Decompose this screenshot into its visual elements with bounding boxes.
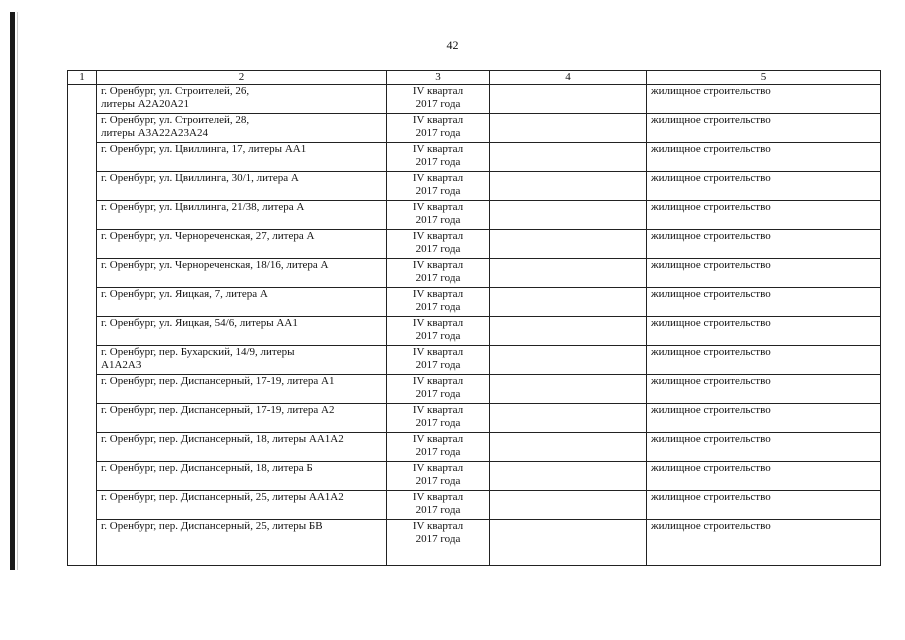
table-row xyxy=(68,85,881,114)
term-cell: IV квартал 2017 года xyxy=(387,288,490,317)
table-row xyxy=(68,114,881,143)
address-cell: г. Оренбург, пер. Диспансерный, 17-19, литера А2 xyxy=(97,404,387,433)
table-row xyxy=(68,230,881,259)
table-row xyxy=(68,317,881,346)
table-body xyxy=(68,85,881,566)
term-cell: IV квартал 2017 года xyxy=(387,491,490,520)
term-cell: IV квартал 2017 года xyxy=(387,259,490,288)
term-cell: IV квартал 2017 года xyxy=(387,143,490,172)
empty-cell xyxy=(490,491,647,520)
address-cell: г. Оренбург, ул. Цвиллинга, 30/1, литера А xyxy=(97,172,387,201)
table-row xyxy=(68,520,881,566)
empty-cell xyxy=(490,259,647,288)
table-row xyxy=(68,288,881,317)
term-cell: IV квартал 2017 года xyxy=(387,317,490,346)
purpose-cell: жилищное строительство xyxy=(647,317,881,346)
term-cell: IV квартал 2017 года xyxy=(387,404,490,433)
empty-cell xyxy=(490,375,647,404)
table-row xyxy=(68,143,881,172)
address-cell: г. Оренбург, пер. Диспансерный, 17-19, литера А1 xyxy=(97,375,387,404)
purpose-cell: жилищное строительство xyxy=(647,259,881,288)
address-cell: г. Оренбург, ул. Строителей, 28, литеры А3А22А23А24 xyxy=(97,114,387,143)
empty-cell xyxy=(490,520,647,566)
empty-cell xyxy=(490,404,647,433)
empty-cell xyxy=(490,201,647,230)
empty-cell xyxy=(490,230,647,259)
empty-cell xyxy=(490,85,647,114)
purpose-cell: жилищное строительство xyxy=(647,491,881,520)
table-row xyxy=(68,375,881,404)
header-col-4: 4 xyxy=(490,71,647,85)
page-number: 42 xyxy=(446,38,459,52)
row-number-cell xyxy=(68,85,97,566)
term-cell: IV квартал 2017 года xyxy=(387,462,490,491)
term-cell: IV квартал 2017 года xyxy=(387,375,490,404)
table-row xyxy=(68,491,881,520)
empty-cell xyxy=(490,172,647,201)
empty-cell xyxy=(490,462,647,491)
scan-edge-bar xyxy=(10,12,15,570)
term-cell: IV квартал 2017 года xyxy=(387,346,490,375)
term-cell: IV квартал 2017 года xyxy=(387,114,490,143)
scan-edge-line xyxy=(17,12,18,570)
table-row xyxy=(68,346,881,375)
empty-cell xyxy=(490,346,647,375)
address-cell: г. Оренбург, пер. Бухарский, 14/9, литеры А1А2А3 xyxy=(97,346,387,375)
purpose-cell: жилищное строительство xyxy=(647,375,881,404)
address-cell: г. Оренбург, ул. Цвиллинга, 17, литеры АА1 xyxy=(97,143,387,172)
purpose-cell: жилищное строительство xyxy=(647,201,881,230)
header-col-2: 2 xyxy=(97,71,387,85)
purpose-cell: жилищное строительство xyxy=(647,288,881,317)
empty-cell xyxy=(490,317,647,346)
empty-cell xyxy=(490,114,647,143)
purpose-cell: жилищное строительство xyxy=(647,346,881,375)
address-cell: г. Оренбург, ул. Строителей, 26, литеры А2А20А21 xyxy=(97,85,387,114)
address-cell: г. Оренбург, ул. Цвиллинга, 21/38, литера А xyxy=(97,201,387,230)
term-cell: IV квартал 2017 года xyxy=(387,201,490,230)
term-cell: IV квартал 2017 года xyxy=(387,172,490,201)
purpose-cell: жилищное строительство xyxy=(647,230,881,259)
table-row xyxy=(68,201,881,230)
purpose-cell: жилищное строительство xyxy=(647,462,881,491)
term-cell: IV квартал 2017 года xyxy=(387,520,490,566)
term-cell: IV квартал 2017 года xyxy=(387,85,490,114)
purpose-cell: жилищное строительство xyxy=(647,85,881,114)
term-cell: IV квартал 2017 года xyxy=(387,230,490,259)
purpose-cell: жилищное строительство xyxy=(647,404,881,433)
purpose-cell: жилищное строительство xyxy=(647,172,881,201)
purpose-cell: жилищное строительство xyxy=(647,433,881,462)
header-col-3: 3 xyxy=(387,71,490,85)
term-cell: IV квартал 2017 года xyxy=(387,433,490,462)
table-row xyxy=(68,259,881,288)
document-table xyxy=(67,70,881,566)
address-cell: г. Оренбург, пер. Диспансерный, 18, литера Б xyxy=(97,462,387,491)
header-row xyxy=(68,71,881,85)
address-cell: г. Оренбург, ул. Яицкая, 54/6, литеры АА1 xyxy=(97,317,387,346)
header-col-5: 5 xyxy=(647,71,881,85)
address-cell: г. Оренбург, ул. Чернореченская, 18/16, литера А xyxy=(97,259,387,288)
address-cell: г. Оренбург, ул. Чернореченская, 27, литера А xyxy=(97,230,387,259)
address-cell: г. Оренбург, пер. Диспансерный, 18, литеры АА1А2 xyxy=(97,433,387,462)
header-col-1: 1 xyxy=(68,71,97,85)
address-cell: г. Оренбург, пер. Диспансерный, 25, литеры БВ xyxy=(97,520,387,566)
table-row xyxy=(68,404,881,433)
empty-cell xyxy=(490,143,647,172)
purpose-cell: жилищное строительство xyxy=(647,143,881,172)
table-row xyxy=(68,433,881,462)
empty-cell xyxy=(490,288,647,317)
table-row xyxy=(68,172,881,201)
purpose-cell: жилищное строительство xyxy=(647,520,881,566)
table-row xyxy=(68,462,881,491)
address-cell: г. Оренбург, ул. Яицкая, 7, литера А xyxy=(97,288,387,317)
purpose-cell: жилищное строительство xyxy=(647,114,881,143)
address-cell: г. Оренбург, пер. Диспансерный, 25, литеры АА1А2 xyxy=(97,491,387,520)
empty-cell xyxy=(490,433,647,462)
